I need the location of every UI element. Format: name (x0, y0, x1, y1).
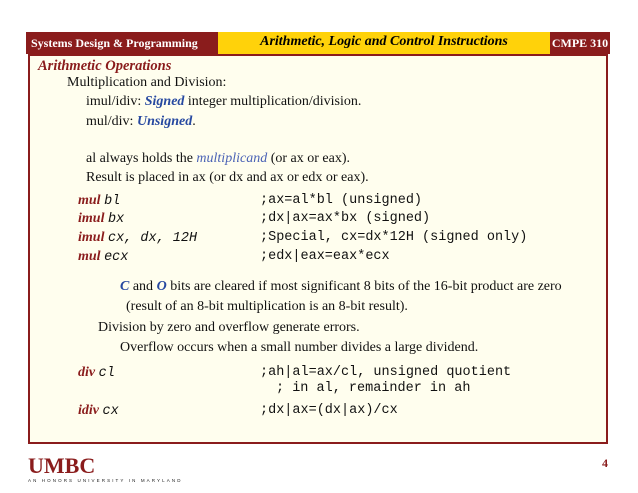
header-topic-title: Arithmetic, Logic and Control Instructions (260, 34, 508, 49)
o-flag: O (156, 279, 167, 294)
signed-emphasis: Signed (144, 94, 185, 109)
content-panel (28, 54, 608, 444)
mnemonic: div (78, 365, 96, 380)
code-comment: ;ax=al*bl (unsigned) (260, 193, 423, 208)
note-overflow: Overflow occurs when a small number divides a large dividend. (120, 340, 479, 355)
line-mul-div (86, 114, 196, 130)
text: integer multiplication/division. (184, 94, 362, 109)
code-comment: ;ah|al=ax/cl, unsigned quotient (260, 365, 512, 380)
operand: bl (104, 194, 121, 209)
code-comment: ;dx|ax=(dx|ax)/cx (260, 403, 398, 418)
code-line (78, 403, 119, 420)
operand: bx (107, 212, 125, 227)
mnemonic: mul (78, 249, 101, 264)
c-flag: C (120, 279, 130, 294)
code-comment: ;dx|ax=ax*bx (signed) (260, 211, 431, 226)
text: mul/div: (86, 114, 137, 129)
text: imul/idiv: (86, 94, 145, 109)
operand: cx (102, 404, 119, 419)
note-flags (120, 279, 562, 295)
code-line (78, 230, 197, 247)
code-comment-continued: ; in al, remainder in ah (276, 381, 471, 396)
mnemonic: mul (78, 193, 101, 208)
operand: ecx (104, 250, 129, 265)
mnemonic: imul (78, 230, 105, 245)
code-comment: ;edx|eax=eax*ecx (260, 249, 390, 264)
code-line (78, 211, 124, 228)
operand: cl (98, 366, 115, 381)
multiplicand-emphasis: multiplicand (196, 151, 268, 166)
line-result-placement: Result is placed in ax (or dx and ax or edx or eax). (86, 170, 369, 185)
mnemonic: imul (78, 211, 105, 226)
text: . (192, 114, 196, 129)
logo-wordmark: UMBC (28, 453, 96, 478)
line-mult-div: Multiplication and Division: (67, 75, 227, 90)
header-course-box (26, 32, 218, 54)
line-imul-idiv (86, 94, 361, 110)
section-title: Arithmetic Operations (38, 58, 172, 74)
text: bits are cleared if most significant 8 bits of the 16-bit product are zero (166, 279, 562, 294)
header-course-code: CMPE 310 (551, 36, 609, 50)
operand: cx, dx, 12H (107, 231, 198, 246)
code-line (78, 249, 128, 266)
logo-tagline: AN HONORS UNIVERSITY IN MARYLAND (28, 478, 183, 483)
umbc-logo (28, 455, 183, 484)
header-topic-box (218, 32, 550, 54)
line-multiplicand (86, 151, 350, 167)
note-8bit-result: (result of an 8-bit multiplication is an 8-bit result). (126, 299, 408, 314)
code-line (78, 193, 120, 210)
header-course-code-box (550, 32, 610, 54)
text: (or ax or eax). (267, 151, 350, 166)
slide-header (26, 32, 610, 54)
mnemonic: idiv (78, 403, 99, 418)
text: al always holds the (86, 151, 197, 166)
code-comment: ;Special, cx=dx*12H (signed only) (260, 230, 528, 245)
header-course-name: Systems Design & Programming (31, 36, 198, 50)
code-line (78, 365, 115, 382)
note-division-errors: Division by zero and overflow generate errors. (98, 320, 360, 335)
unsigned-emphasis: Unsigned (136, 114, 193, 129)
text: and (129, 279, 157, 294)
page-number: 4 (602, 456, 608, 470)
